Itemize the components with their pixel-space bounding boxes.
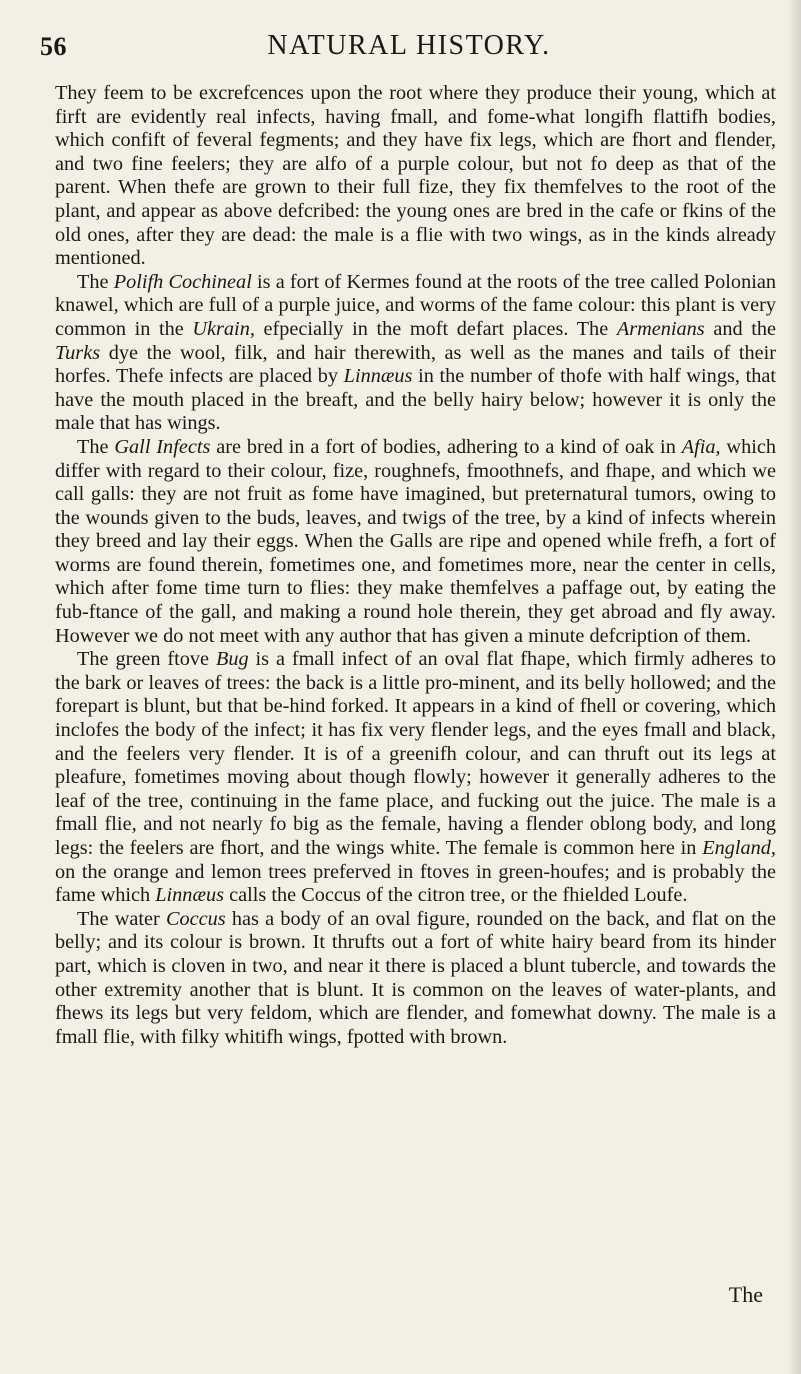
italic-term: Armenians bbox=[616, 317, 705, 340]
page-number: 56 bbox=[40, 32, 67, 61]
text-run: is a fort of Kermes found at the roots of the tree called Polonian knawel, which are full of a purple juice, and worms of the fame colour: this plant is very common in the bbox=[55, 270, 776, 340]
running-head: NATURAL HISTORY. bbox=[267, 30, 551, 61]
italic-term: Gall Infects bbox=[114, 435, 211, 458]
paragraph bbox=[55, 908, 776, 1050]
body-text bbox=[55, 82, 776, 1049]
text-run: has a body of an oval figure, rounded on the back, and flat on the belly; and its colour is brown. It thrufts out a fort of white hairy beard from its hinder part, which is cloven in two, and near it there is placed a blunt tubercle, and towards the other extremity another that is blunt. It is common on the leaves of water-plants, and fhews its legs but very feldom, which are flender, and fomewhat downy. The male is a fmall flie, with filky whitifh wings, fpotted with brown. bbox=[55, 907, 777, 1048]
text-run: dye the wool, filk, and hair therewith, as well as the manes and tails of their horfes. Thefe infects are placed by bbox=[55, 341, 776, 388]
text-run: , which differ with regard to their colour, fize, roughnefs, fmoothnefs, and fhape, and which we call galls: they are not fruit as fome have imagined, but preternatural tumors, owing to the wounds given to the buds, leaves, and twigs of the tree, by a kind of infects wherein they breed and lay their eggs. When the Galls are ripe and opened while frefh, a fort of worms are found therein, fometimes one, and fometimes more, near the center in cells, which after fome time turn to flies: they make themfelves a paffage out, by eating the fub-ftance of the gall, and making a round hole therein, they get abroad and fly away. However we do not meet with any author that has given a minute defcription of them. bbox=[55, 435, 776, 647]
italic-term: Bug bbox=[215, 648, 249, 671]
text-run: calls the Coccus of the citron tree, or the fhielded Loufe. bbox=[224, 884, 688, 907]
italic-term: Turks bbox=[55, 341, 101, 364]
text-run: The water bbox=[77, 907, 166, 930]
text-run: and the bbox=[704, 317, 776, 340]
text-run: , on the orange and lemon trees preferved in ftoves in green-houfes; and is probably the fame which bbox=[55, 837, 776, 907]
italic-term: Afia bbox=[681, 435, 716, 458]
italic-term: Coccus bbox=[165, 907, 226, 930]
text-run: , efpecially in the moft defart places. The bbox=[249, 317, 617, 340]
italic-term: Polifh Cochineal bbox=[113, 270, 252, 293]
italic-term: England bbox=[702, 837, 771, 859]
text-run: The bbox=[77, 435, 115, 458]
paragraph bbox=[55, 271, 776, 436]
text-run: are bred in a fort of bodies, adhering to a kind of oak in bbox=[210, 435, 682, 458]
paragraph bbox=[55, 648, 776, 908]
text-run: in the number of thofe with half wings, that have the mouth placed in the breaft, and the belly hairy below; however it is only the male that has wings. bbox=[55, 365, 776, 435]
text-run: They feem to be excrefcences upon the root where they produce their young, which at firft are evidently real infects, having fmall, and fome-what longifh flattifh bodies, which confift of feveral fegments; and they have fix legs, which are fhort and flender, and two fine feelers; they are alfo of a purple colour, but not fo deep as that of the parent. When thefe are grown to their full fize, they fix themfelves to the root of the plant, and appear as above defcribed: the young ones are bred in the cafe or fkins of the old ones, after they are dead: the male is a flie with two wings, as in the kinds already mentioned. bbox=[55, 82, 776, 270]
italic-term: Linnæus bbox=[343, 365, 413, 388]
page-edge-shadow bbox=[787, 0, 801, 1374]
italic-term: Ukrain bbox=[192, 317, 250, 340]
text-run: is a fmall infect of an oval flat fhape, which firmly adheres to the bark or leaves of trees: the back is a little pro-minent, and its belly hollowed; and the forepart is blunt, but that be-hind forked. It appears in a kind of fhell or covering, which inclofes the body of the infect; it has fix very flender legs, and the eyes fmall and black, and the feelers very flender. It is of a greenifh colour, and can thruft out its legs at pleafure, fometimes moving about though flowly; however it generally adheres to the leaf of the tree, continuing in the fame place, and fucking out the juice. The male is a fmall flie, and not nearly fo big as the female, having a flender oblong body, and long legs: the feelers are fhort, and the wings white. The female is common here in bbox=[55, 648, 776, 859]
paragraph bbox=[55, 436, 776, 648]
page-header bbox=[40, 28, 778, 64]
italic-term: Linnæus bbox=[155, 884, 225, 907]
paragraph bbox=[55, 82, 776, 271]
text-run: The green ftove bbox=[77, 648, 216, 671]
text-run: The bbox=[77, 270, 114, 293]
catchword: The bbox=[728, 1282, 763, 1307]
